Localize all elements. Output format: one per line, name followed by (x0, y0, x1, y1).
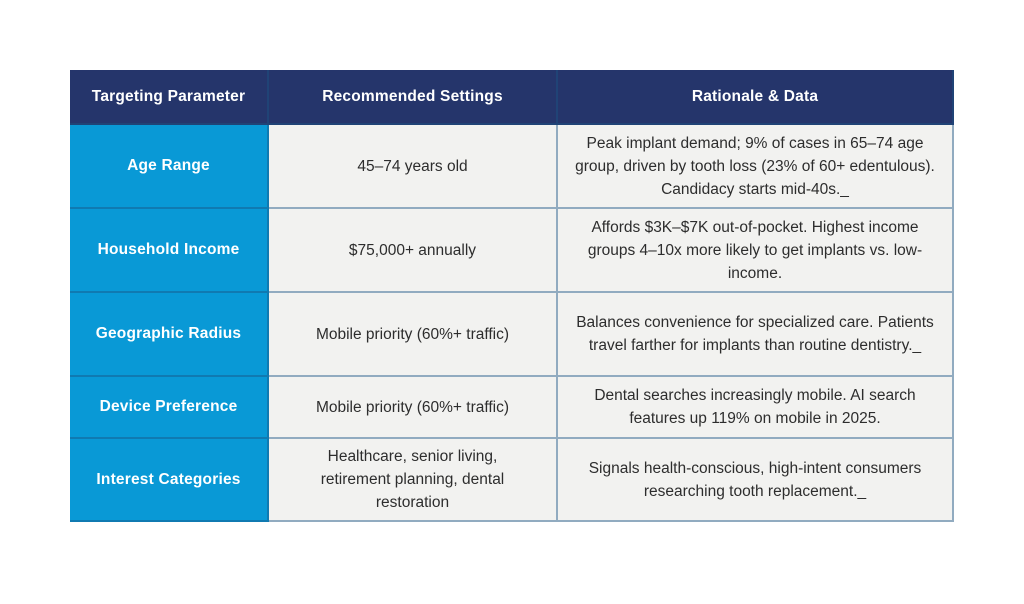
parameter-cell: Age Range (70, 125, 269, 209)
rationale-cell: Dental searches increasingly mobile. AI search features up 119% on mobile in 2025. (558, 377, 954, 439)
rationale-cell: Balances convenience for specialized care. Patients travel farther for implants than routine dentistry._ (558, 293, 954, 377)
setting-cell: 45–74 years old (269, 125, 558, 209)
rationale-cell: Affords $3K–$7K out-of-pocket. Highest income groups 4–10x more likely to get implants vs. low-income. (558, 209, 954, 293)
column-header-recommended-settings: Recommended Settings (269, 70, 558, 125)
table-row-age-range (70, 125, 954, 209)
table-row-device-preference (70, 377, 954, 439)
table-row-interest-categories (70, 439, 954, 522)
setting-cell: Mobile priority (60%+ traffic) (269, 377, 558, 439)
parameter-cell: Device Preference (70, 377, 269, 439)
setting-cell: Mobile priority (60%+ traffic) (269, 293, 558, 377)
header-row (70, 70, 954, 125)
parameter-cell: Geographic Radius (70, 293, 269, 377)
column-header-targeting-parameter: Targeting Parameter (70, 70, 269, 125)
parameter-cell: Interest Categories (70, 439, 269, 522)
rationale-cell: Peak implant demand; 9% of cases in 65–74 age group, driven by tooth loss (23% of 60+ edentulous). Candidacy starts mid-40s._ (558, 125, 954, 209)
parameter-cell: Household Income (70, 209, 269, 293)
table-row-household-income (70, 209, 954, 293)
targeting-table (70, 70, 954, 522)
setting-cell: Healthcare, senior living, retirement planning, dental restoration (269, 439, 558, 522)
setting-cell: $75,000+ annually (269, 209, 558, 293)
rationale-cell: Signals health-conscious, high-intent consumers researching tooth replacement._ (558, 439, 954, 522)
column-header-rationale-data: Rationale & Data (558, 70, 954, 125)
table-row-geographic-radius (70, 293, 954, 377)
